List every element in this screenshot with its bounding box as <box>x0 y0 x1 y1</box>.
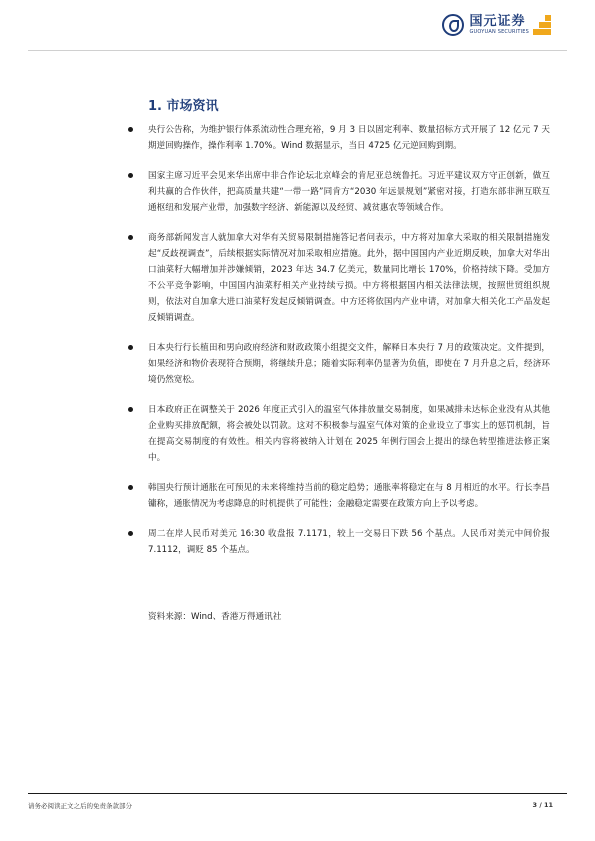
news-item: 日本政府正在调整关于 2026 年度正式引入的温室气体排放量交易制度，如果减排未达标企业没有从其他企业购买排放配额，将会被处以罚款。这对不积极参与温室气体对策的企业设立了事实上的惩罚机制，旨在提高交易制度的有效性。相关内容将被纳入计划在 2025 年例行国会上提出的绿色转型推进法修正案中。 <box>148 402 550 466</box>
section-title: 1. 市场资讯 <box>148 99 219 114</box>
brand-header <box>442 14 553 36</box>
header-divider <box>28 50 567 51</box>
news-list <box>148 122 550 572</box>
data-source-note: 资料来源：Wind、香港万得通讯社 <box>148 612 282 622</box>
footer-disclaimer: 请务必阅读正文之后的免责条款部分 <box>28 802 132 810</box>
brand-name-cn: 国元证券 <box>469 13 526 29</box>
news-item: 商务部新闻发言人就加拿大对华有关贸易限制措施答记者问表示，中方将对加拿大采取的相关限制措施发起“反歧视调查”，后续根据实际情况对加采取相应措施。此外，据中国国内产业近期反映，加拿大对华出口油菜籽大幅增加并涉嫌倾销，2023 年达 34.7 亿美元，数量同比增长 170%，价格持续下降。受加方不公平竞争影响，中国国内油菜籽相关产业持续亏损。中方将根据国内相关法律法规，按照世贸组织规则，依法对自加拿大进口油菜籽发起反倾销调查。中方还将依国内产业申请，对加拿大相关化工产品发起反倾销调查。 <box>148 230 550 326</box>
news-item: 日本央行行长植田和男向政府经济和财政政策小组提交文件，解释日本央行 7 月的政策决定。文件提到，如果经济和物价表现符合预期，将继续升息；随着实际利率仍显著为负值，即使在 7 月升息之后，经济环境仍然宽松。 <box>148 340 550 388</box>
page-number: 3 / 11 <box>532 801 553 809</box>
footer-divider <box>28 793 567 794</box>
brand-name <box>469 15 529 36</box>
news-item: 韩国央行预计通胀在可预见的未来将维持当前的稳定趋势；通胀率将稳定在与 8 月相近的水平。行长李昌镛称，通胀情况为考虑降息的时机提供了可能性；金融稳定需要在政策方向上予以考虑。 <box>148 480 550 512</box>
news-item: 周二在岸人民币对美元 16:30 收盘报 7.1171，较上一交易日下跌 56 个基点。人民币对美元中间价报 7.1112，调贬 85 个基点。 <box>148 526 550 558</box>
news-item: 国家主席习近平会见来华出席中非合作论坛北京峰会的肯尼亚总统鲁托。习近平建议双方守正创新，做互利共赢的合作伙伴，把高质量共建“一带一路”同肯方“2030 年远景规划”紧密对接，打造东部非洲互联互通枢纽和发展产业带，加强数字经济、新能源以及经贸、减贫惠农等领域合作。 <box>148 168 550 216</box>
news-item: 央行公告称，为维护银行体系流动性合理充裕，9 月 3 日以固定利率、数量招标方式开展了 12 亿元 7 天期逆回购操作，操作利率 1.70%。Wind 数据显示，当日 4725 亿元逆回购到期。 <box>148 122 550 154</box>
brand-name-en: GUOYUAN SECURITIES <box>469 28 529 35</box>
guoyuan-logo-icon <box>442 14 464 36</box>
brand-square-mark-icon <box>533 14 553 36</box>
